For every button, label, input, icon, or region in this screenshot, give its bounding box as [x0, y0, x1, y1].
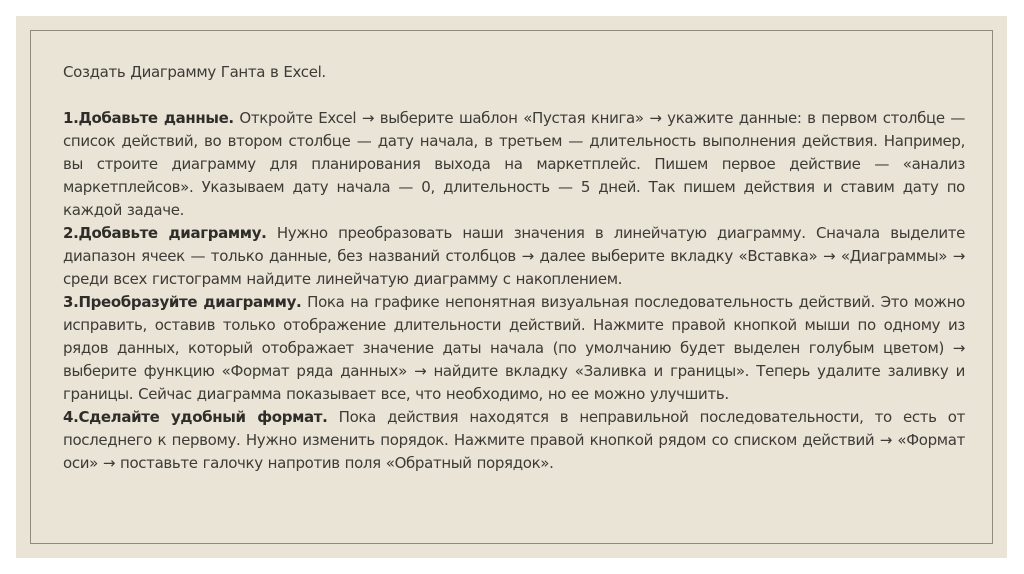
slide-title: Создать Диаграмму Ганта в Excel. — [63, 63, 326, 81]
step-3-text: Пока на графике непонятная визуальная последовательность действий. Это можно исправить, оставив только отображение длительности действий. Нажмите правой кнопкой мыши по одному из рядов данных, который отображает значение даты начала (по умолчанию будет выделен голубым цветом) → выберите функцию «Формат ряда данных» → найдите вкладку «Заливка и границы». Теперь удалите заливку и границы. Сейчас диаграмма показывает все, что необходимо, но ее можно улучшить. — [63, 293, 965, 403]
step-2-heading: Добавьте диаграмму. — [78, 224, 267, 242]
slide-content — [63, 61, 965, 475]
step-3-number: 3. — [63, 293, 79, 311]
step-2-number: 2. — [63, 224, 79, 242]
step-4-text: Пока действия находятся в неправильной последовательности, то есть от последнего к первому. Нужно изменить порядок. Нажмите правой кнопкой рядом со списком действий → «Формат оси» → поставьте галочку напротив поля «Обратный порядок». — [63, 408, 966, 472]
step-2 — [63, 222, 965, 291]
step-4-heading: Сделайте удобный формат. — [78, 408, 328, 426]
step-1-number: 1. — [63, 109, 79, 127]
step-4 — [63, 406, 965, 475]
step-1-text: Откройте Excel → выберите шаблон «Пустая книга» → укажите данные: в первом столбце — список действий, во втором столбце — дату начала, в третьем — длительность выполнения действия. Например, вы строите диаграмму для планирования выхода на маркетплейс. Пишем первое действие — «анализ маркетплейсов». Указываем дату начала — 0, длительность — 5 дней. Так пишем действия и ставим дату по каждой задаче. — [63, 109, 965, 219]
step-2-text: Нужно преобразовать наши значения в линейчатую диаграмму. Сначала выделите диапазон ячеек — только данные, без названий столбцов → далее выберите вкладку «Вставка» → «Диаграммы» → среди всех гистограмм найдите линейчатую диаграмму с накоплением. — [63, 224, 965, 288]
step-3 — [63, 291, 965, 406]
slide — [16, 16, 1007, 558]
step-4-number: 4. — [63, 408, 79, 426]
step-1 — [63, 107, 965, 222]
step-1-heading: Добавьте данные. — [78, 109, 234, 127]
step-3-heading: Преобразуйте диаграмму. — [78, 293, 302, 311]
